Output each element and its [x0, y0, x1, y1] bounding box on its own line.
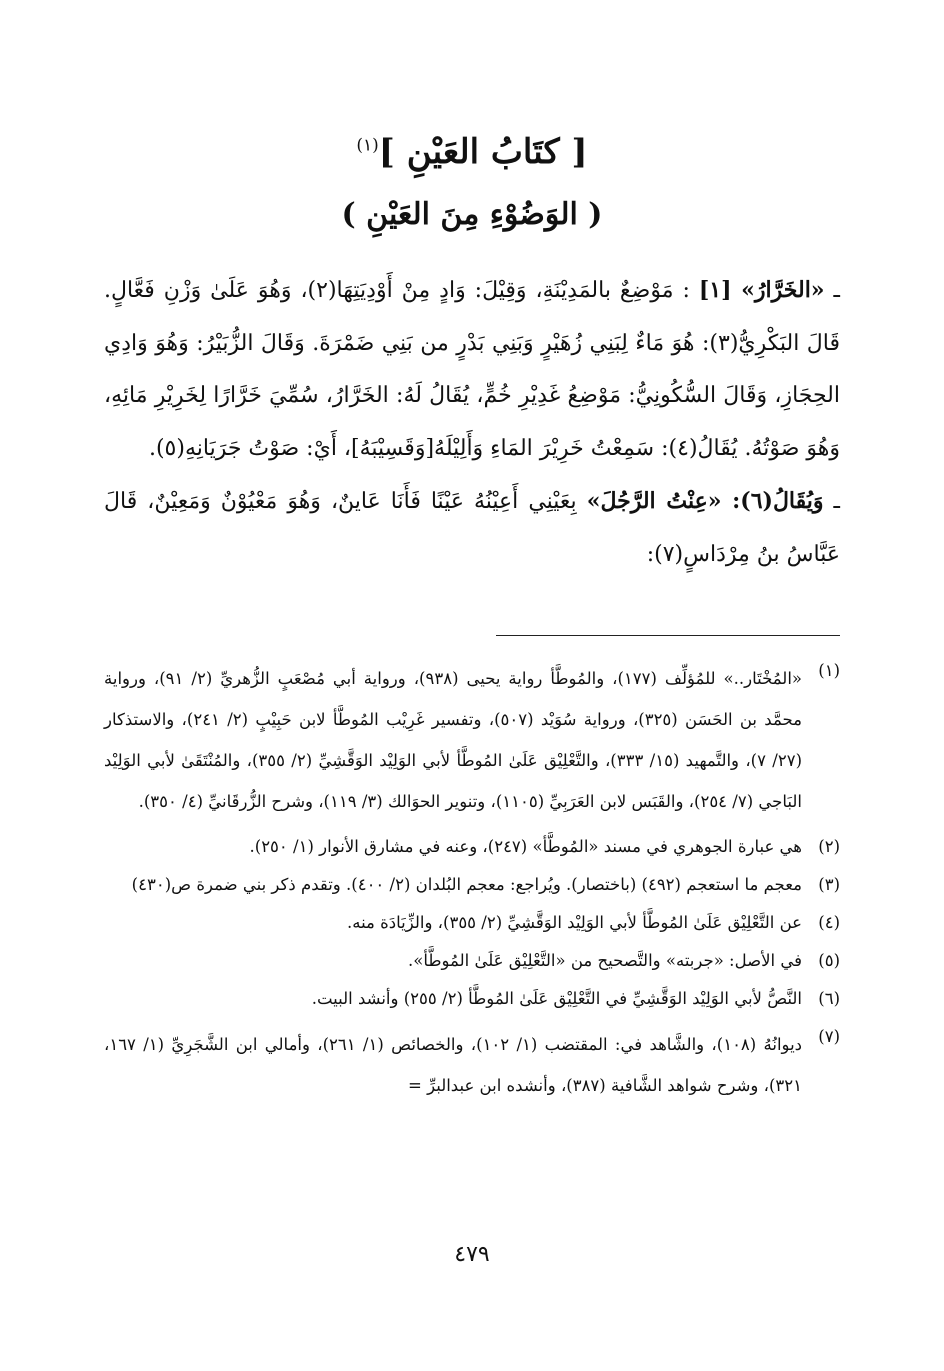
footnotes	[104, 658, 840, 1118]
footnote-number: (٤)	[818, 913, 840, 932]
footnote-item	[104, 658, 840, 822]
footnote-text: هي عبارة الجوهري في مسند «المُوطَّأ» (٢٤٧)، وعنه في مشارق الأنوار (١/ ٢٥٠).	[249, 837, 802, 856]
footnote-item	[104, 872, 840, 898]
chapter-title-footnote-ref: (١)	[356, 135, 379, 156]
main-text	[104, 264, 840, 581]
entry-headword: «الخَرَّارُ» [١]	[698, 277, 825, 303]
footnote-text: معجم ما استعجم (٤٩٢) (باختصار). ويُراجع: معجم البُلدان (٢/ ٤٠٠). وتقدم ذكر بني ضمرة ص(٤٣٠)	[131, 875, 802, 894]
footnote-number: (٦)	[818, 989, 840, 1008]
footnote-item	[104, 1024, 840, 1106]
footnote-item	[104, 986, 840, 1012]
entry-intu-alrajul	[104, 475, 840, 581]
entry-paragraph	[104, 475, 840, 581]
footnote-number: (١)	[818, 661, 840, 680]
footnote-text: في الأصل: «جربته» والتَّصحيح من «التَّعْلِيْق عَلَىٰ المُوطَّأ».	[408, 951, 802, 970]
footnote-divider	[496, 635, 840, 636]
entry-dash: ـ	[833, 278, 840, 303]
entry-text: : مَوْضِعٌ بالمَدِيْنَةِ، وَقِيْلَ: وَادٍ مِنْ أَوْدِيَتِهَا(٢)، وَهُوَ عَلَىٰ وَزْنِ فَعَّالٍ. قَالَ البَكْرِيُّ(٣): هُوَ مَاءٌ لِبَنِي زُهَيْرٍ وَبَنِي بَدْرٍ من بَنِي ضَمْرَةَ. وَقَالَ الزُّبَيْرُ: وَهُوَ وَادِي الحِجَازِ، وَقَالَ السُّكُونِيُّ: مَوْضِعُ غَدِيْرِ خُمٍّ، يُقَالُ لَهُ: الخَرَّارُ، سُمِّيَ خَرَّارًا لِخَرِيْرِ مَائِهِ، وَهُوَ صَوْتُهُ. يُقَالُ(٤): سَمِعْتُ خَرِيْرَ المَاءِ وَأَلِيْلَهُ[وَقَسِيْبَهُ]، أَيْ: صَوْتُ جَرَيَانِهِ(٥).	[104, 278, 841, 461]
footnote-number: (٣)	[818, 875, 840, 894]
footnote-number: (٢)	[818, 837, 840, 856]
footnote-item	[104, 834, 840, 860]
footnote-item	[104, 910, 840, 936]
section-title: ( الوَضُوْءِ مِنَ العَيْنِ )	[341, 197, 603, 232]
footnote-text: «المُخْتَار..» للمُؤلِّف (١٧٧)، والمُوطَّأ رواية يحيى (٩٣٨)، ورواية أبي مُصْعَبٍ الزُّهريِّ (٢/ ٩١)، ورواية محمَّد بن الحَسَن (٣٢٥)، ورواية سُوَيْد (٥٠٧)، وتفسير غَرِيْب المُوطَّأ لابن حَبِيْبٍ (٢/ ٢٤١)، والاستذكار (٢٧/ ٧)، والتَّمهيد (١٥/ ٣٣٣)، والتَّعْلِيْق عَلَىٰ المُوطَّأ لأبي الوَلِيْد الوَقَّشِيِّ (٢/ ٣٥٥)، والمُنْتَقَىٰ لأبي الوَلِيْد البَاجي (٧/ ٢٥٤)، والقَبَس لابن العَرَبِيِّ (١١٠٥)، وتنوير الحوَالك (٣/ ١١٩)، وشرح الزُّرقَانيِّ (٤/ ٣٥٠).	[104, 669, 803, 811]
entry-paragraph	[104, 264, 840, 475]
footnote-text: عن التَّعْلِيْق عَلَىٰ المُوطَّأ لأبي الوَلِيْد الوَقَّشِيِّ (٢/ ٣٥٥)، والزِّيَادَة منه.	[346, 913, 802, 932]
chapter-title	[0, 128, 944, 176]
chapter-title-text: [ كتَابُ العَيْنِ ]	[378, 132, 588, 172]
footnote-number: (٧)	[818, 1027, 840, 1046]
entry-text: بِعَيْنِي أَعِيْنُهُ عَيْنًا فَأَنَا عَاينٌ، وَهُوَ مَعْيُوْنٌ وَمَعِيْنٌ، قَالَ عَبَّاسُ بنُ مِرْدَاسٍ(٧):	[104, 489, 840, 567]
footnote-text: ديوانُهُ (١٠٨)، والشَّاهد في: المقتضب (١/ ١٠٢)، والخصائص (١/ ٢٦١)، وأمالي ابن الشَّجَرِيِّ (١/ ١٦٧، ٣٢١)، وشرح شواهد الشَّافية (٣٨٧)، وأنشده ابن عبدالبرِّ =	[104, 1035, 803, 1095]
entry-headword: وَيُقَالُ(٦): «عِنْتُ الرَّجُلَ»	[586, 488, 824, 514]
footnote-item	[104, 948, 840, 974]
footnote-number: (٥)	[818, 951, 840, 970]
page-number: ٤٧٩	[454, 1242, 490, 1267]
footnote-text: النَّصُّ لأبي الوَلِيْد الوَقَّشِيِّ في التَّعْلِيْق عَلَىٰ المُوطَّأ (٢/ ٢٥٥) وأنشد البيت.	[311, 989, 802, 1008]
entry-kharrar	[104, 264, 840, 475]
entry-dash: ـ	[833, 489, 840, 514]
